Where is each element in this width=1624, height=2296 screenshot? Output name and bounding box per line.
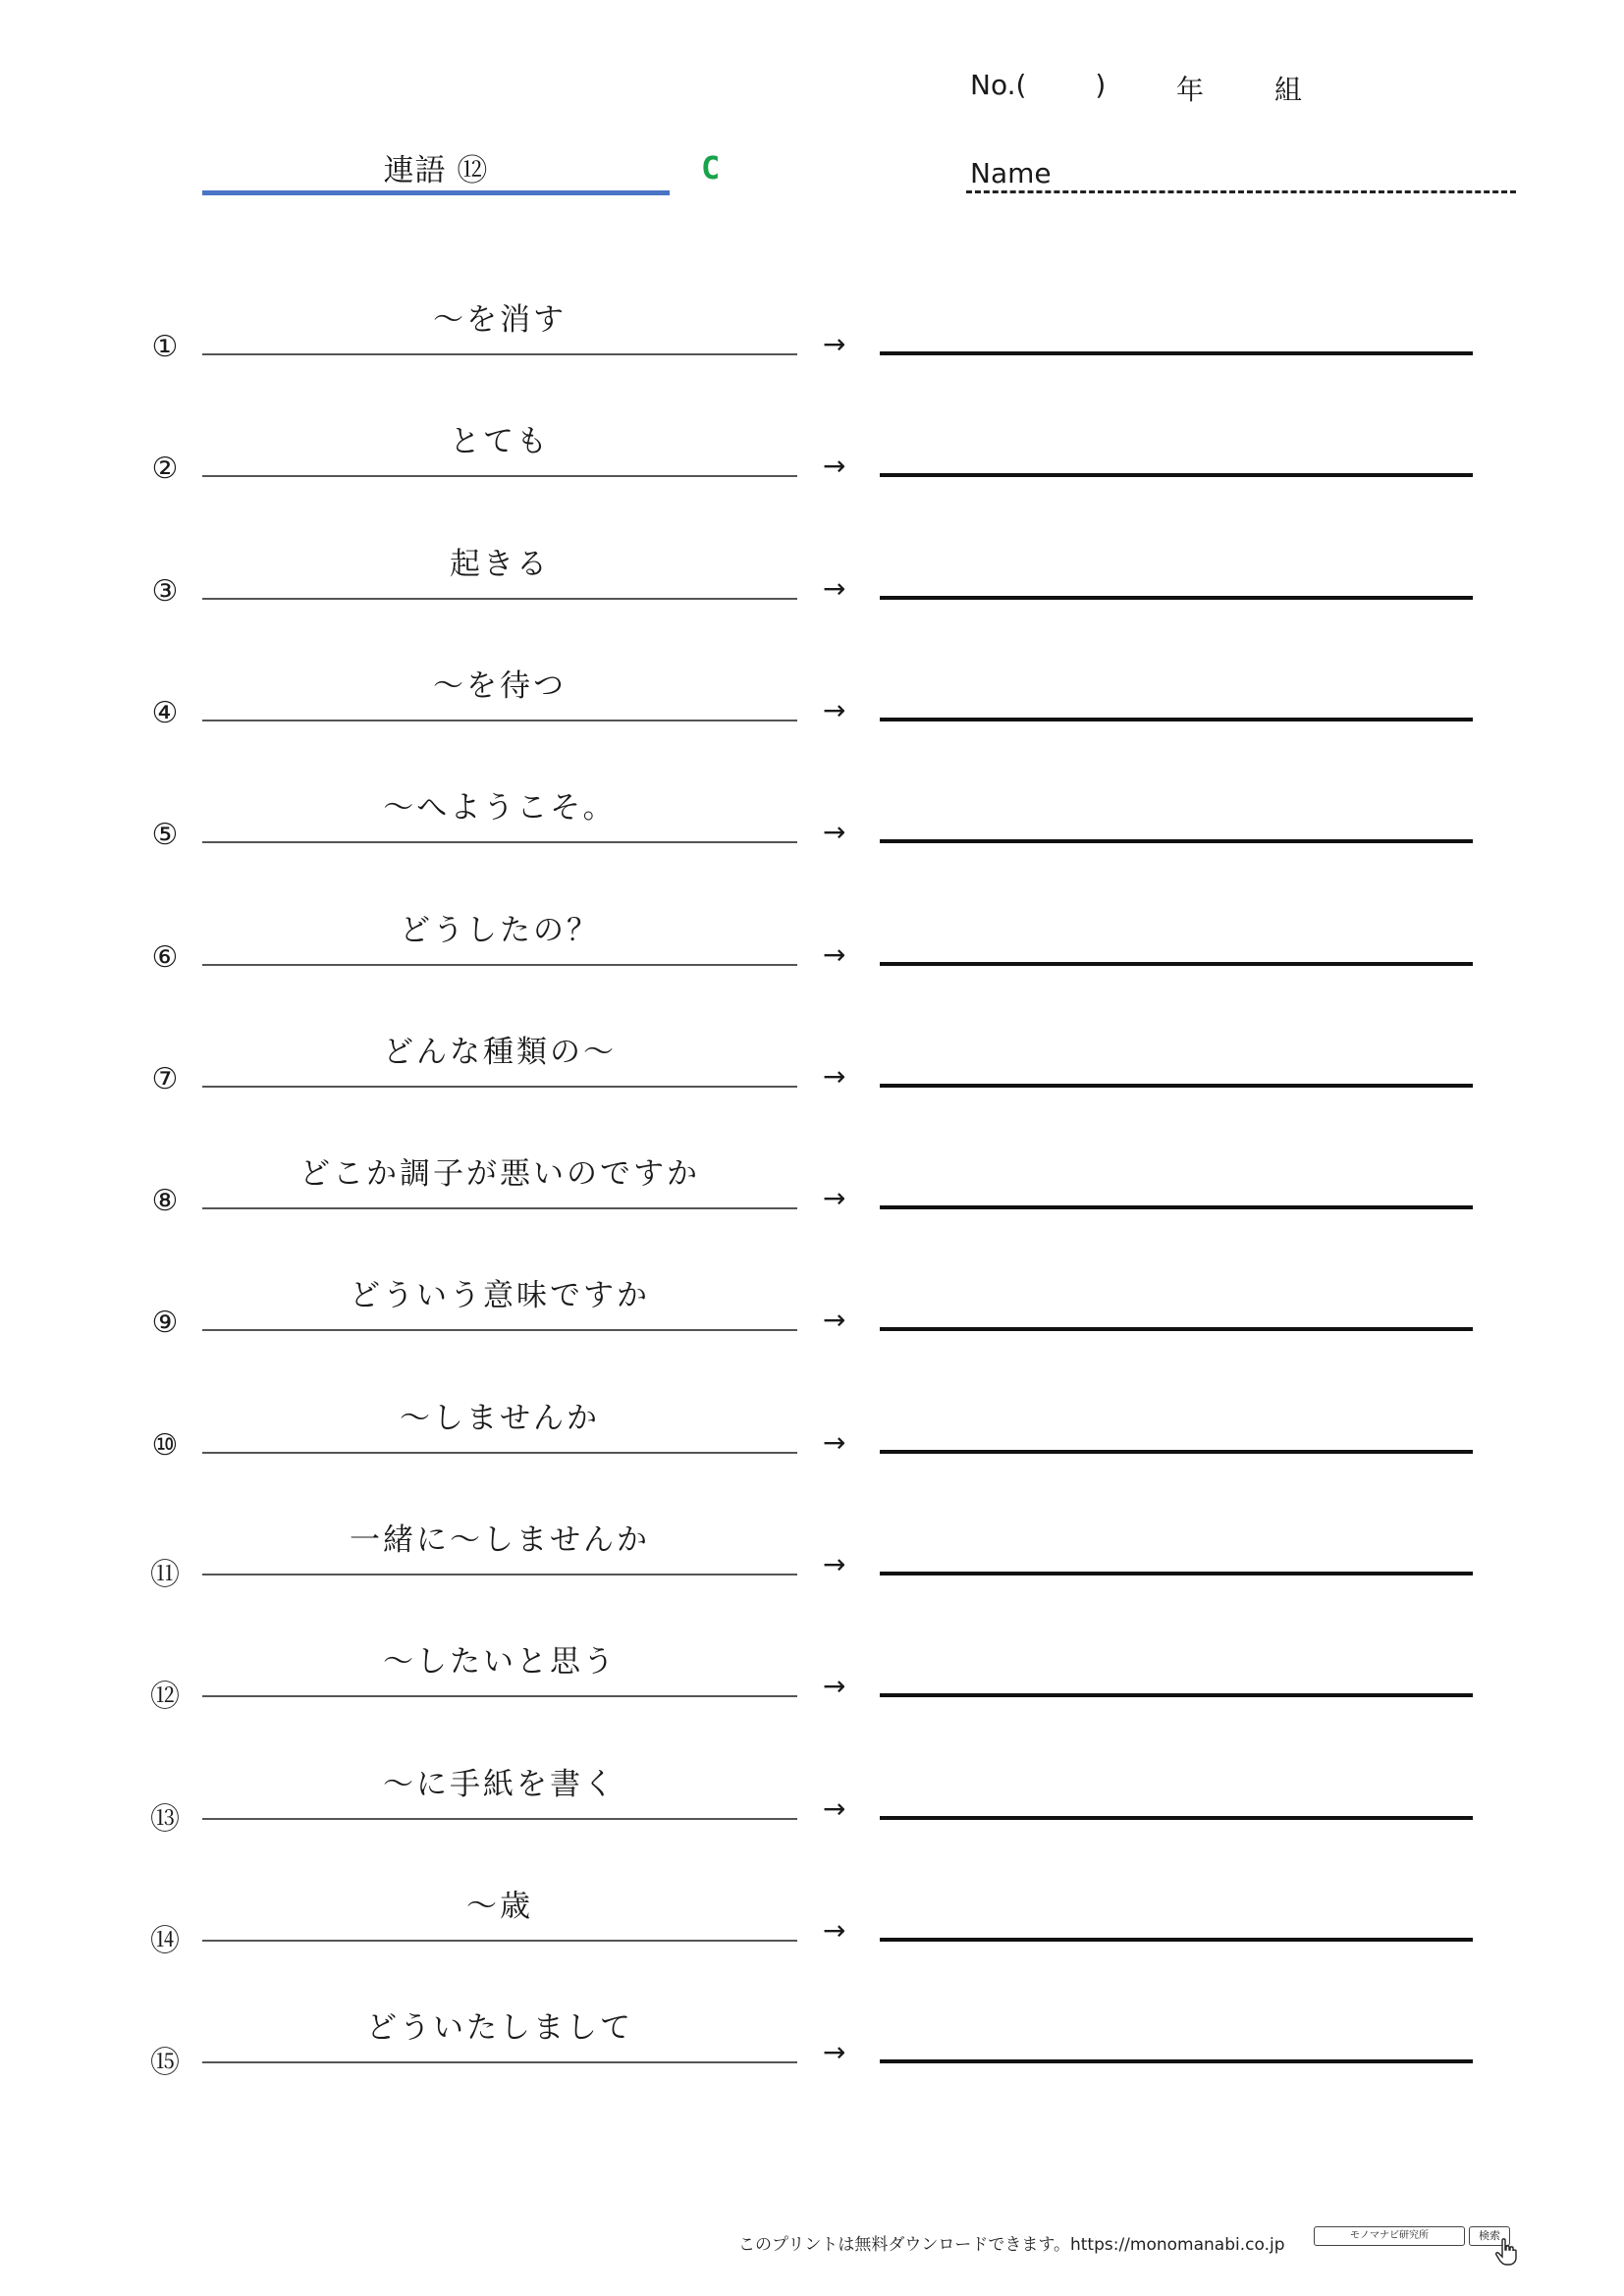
prompt-underline [202,841,797,843]
prompt-underline [202,1574,797,1575]
prompt-text: ～歳 [466,1888,533,1924]
number-field [970,69,1106,101]
item-number: ⑫ [150,1680,180,1715]
prompt-text: 起きる [450,546,550,582]
exercise-row [0,639,1624,761]
exercise-row [0,1493,1624,1615]
prompt-text: ～を待つ [433,667,567,704]
prompt-text: どこか調子が悪いのですか [299,1156,700,1193]
answer-line[interactable] [880,1938,1473,1942]
prompt-text: ～に手紙を書く [383,1766,617,1802]
answer-line[interactable] [880,1450,1473,1454]
arrow-icon: → [823,1304,846,1337]
prompt-text: ～したいと思う [383,1644,617,1681]
arrow-icon: → [823,2036,846,2069]
answer-line[interactable] [880,1084,1473,1088]
item-number: ⑥ [151,939,179,975]
prompt-underline [202,475,797,477]
prompt-underline [202,964,797,966]
prompt-text: とても [450,424,550,460]
arrow-icon: → [823,328,846,360]
arrow-icon: → [823,1548,846,1580]
answer-line[interactable] [880,351,1473,355]
arrow-icon: → [823,937,846,971]
prompt-underline [202,1695,797,1697]
prompt-underline [202,2061,797,2063]
item-number: ⑤ [151,818,179,853]
exercise-row [0,1249,1624,1370]
exercise-row [0,883,1624,1005]
item-number: ③ [151,573,179,609]
item-number: ⑪ [150,1558,180,1592]
item-number: ⑬ [150,1801,180,1837]
prompt-text: どういう意味ですか [350,1278,650,1314]
prompt-text: どういたしまして [366,2010,633,2047]
answer-line[interactable] [880,839,1473,843]
prompt-underline [202,598,797,600]
arrow-icon: → [823,693,846,726]
title-underline [202,190,670,195]
arrow-icon: → [823,1791,846,1825]
arrow-icon: → [823,1182,846,1215]
prompt-text: ～を消す [433,302,567,338]
name-field[interactable] [966,190,1516,193]
answer-line[interactable] [880,1205,1473,1209]
exercise-row [0,1371,1624,1493]
grade-label: 年 [1176,74,1205,106]
answer-line[interactable] [880,1693,1473,1697]
page-title: 連語 ⑫ [383,153,489,188]
exercise-row [0,761,1624,882]
prompt-text: ～しませんか [400,1400,600,1436]
level-badge: C [701,149,721,187]
answer-line[interactable] [880,1816,1473,1820]
prompt-underline [202,1086,797,1088]
arrow-icon: → [823,1913,846,1947]
answer-line[interactable] [880,962,1473,966]
prompt-underline [202,1329,797,1331]
name-label: Name [970,157,1052,189]
class-label: 組 [1274,74,1303,106]
prompt-text: 一緒に～しませんか [350,1522,650,1558]
arrow-icon: → [823,816,846,849]
answer-line[interactable] [880,1327,1473,1331]
item-number: ⑦ [151,1061,179,1096]
hand-cursor-icon [1494,2238,1518,2266]
answer-line[interactable] [880,718,1473,721]
footer-site-box: モノマナビ研究所 [1314,2226,1465,2246]
prompt-underline [202,1452,797,1454]
answer-line[interactable] [880,2059,1473,2063]
arrow-icon: → [823,571,846,605]
prompt-underline [202,353,797,355]
item-number: ⑭ [150,1923,180,1958]
item-number: ④ [151,695,179,730]
item-number: ⑨ [151,1306,179,1341]
item-number: ⑮ [150,2046,180,2081]
exercise-row [0,273,1624,395]
number-open: No.( [970,69,1027,101]
arrow-icon: → [823,450,846,483]
footer-text: このプリントは無料ダウンロードできます。https://monomanabi.co.jp [738,2235,1285,2255]
answer-line[interactable] [880,596,1473,600]
answer-line[interactable] [880,473,1473,477]
answer-line[interactable] [880,1572,1473,1575]
exercise-row [0,1127,1624,1249]
prompt-underline [202,1207,797,1209]
prompt-text: ～へようこそ。 [383,790,617,827]
arrow-icon: → [823,1670,846,1703]
item-number: ② [151,452,179,487]
exercise-row [0,1859,1624,1981]
exercise-row [0,1615,1624,1736]
prompt-underline [202,1940,797,1942]
number-close: ) [1095,69,1107,101]
exercise-row [0,395,1624,516]
prompt-underline [202,720,797,721]
exercise-row [0,1737,1624,1859]
exercise-row [0,517,1624,639]
item-number: ⑩ [151,1427,179,1463]
prompt-text: どうしたの？ [400,912,600,948]
exercise-row [0,1981,1624,2103]
arrow-icon: → [823,1425,846,1459]
arrow-icon: → [823,1059,846,1093]
prompt-text: どんな種類の～ [383,1034,617,1070]
exercise-row [0,1005,1624,1127]
item-number: ① [151,330,179,364]
prompt-underline [202,1818,797,1820]
footer-search-button[interactable]: 検索 [1469,2226,1510,2246]
item-number: ⑧ [151,1184,179,1219]
